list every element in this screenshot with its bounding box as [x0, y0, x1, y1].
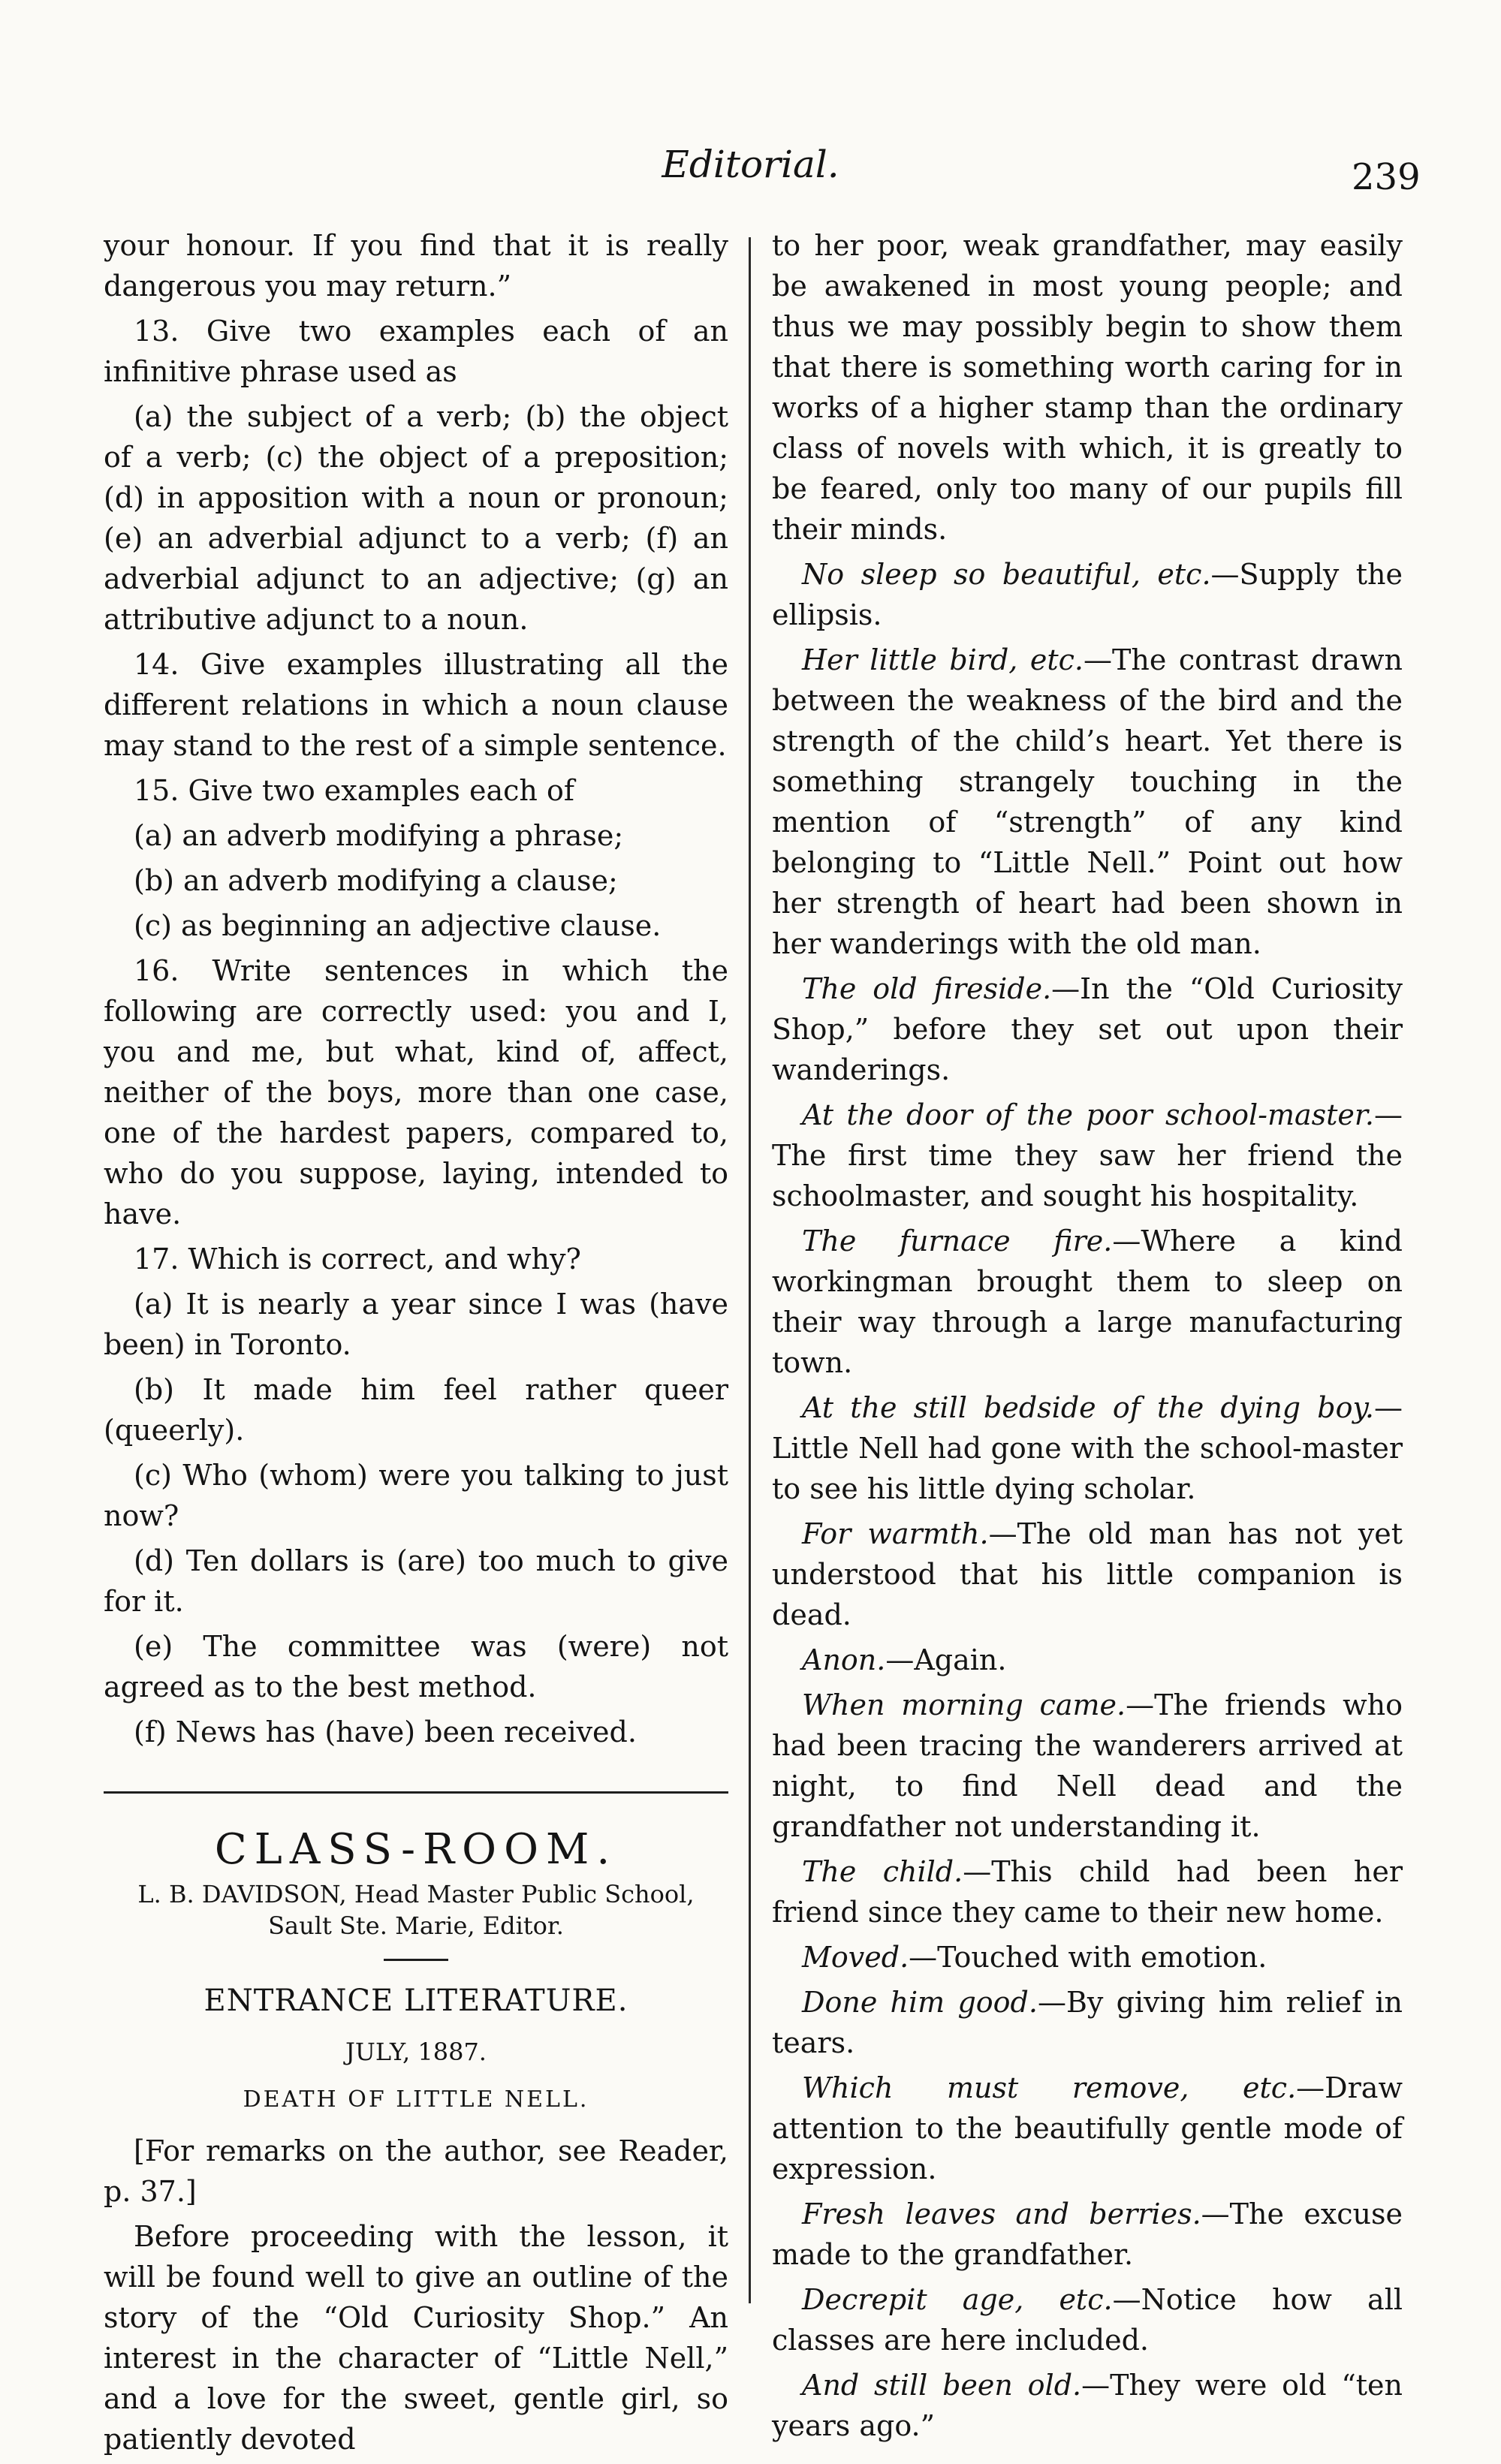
- note-text: —The old man has not yet understood that his little companion is dead.: [772, 1517, 1403, 1631]
- note-text: —The first time they saw her friend the schoolmaster, and sought his hospitality.: [772, 1098, 1403, 1212]
- paragraph: your honour. If you find that it is really dangerous you may return.”: [104, 229, 728, 303]
- note-term: Moved.: [802, 1941, 909, 1974]
- question-17-d: (d) Ten dollars is (are) too much to give for it.: [104, 1544, 728, 1618]
- note-text: —The contrast drawn between the weakness of the bird and the strength of the child’s heart. Yet there is something strangely touching in the mention of “strength” of any kind belonging to “Little Nell.” Point out how her strength of heart had been shown in her wanderings with the old man.: [772, 643, 1403, 960]
- question-13-parts: (a) the subject of a verb; (b) the object of a verb; (c) the object of a preposition; (d) in apposition with a noun or pronoun; (e) an adverbial adjunct to a verb; (f) an adverbial adjunct to an adjective; (g) an attributive adjunct to a noun.: [104, 400, 728, 636]
- note-text: —By giving him relief in tears.: [772, 1986, 1403, 2059]
- editor-line: L. B. DAVIDSON, Head Master Public School,: [137, 1880, 695, 1908]
- question-14: 14. Give examples illustrating all the different relations in which a noun clause may stand to the rest of a simple sentence.: [104, 648, 728, 762]
- note-item: [772, 968, 1403, 1090]
- note-term: Fresh leaves and berries.: [802, 2197, 1201, 2231]
- note-item: [772, 1095, 1403, 1216]
- note-text: —Little Nell had gone with the school-master to see his little dying scholar.: [772, 1391, 1403, 1505]
- editor-line-2: Sault Ste. Marie, Editor.: [268, 1911, 564, 1940]
- note-term: And still been old.: [802, 2369, 1082, 2402]
- question-17-a: (a) It is nearly a year since I was (have been) in Toronto.: [104, 1288, 728, 1361]
- note-term: Which must remove, etc.: [802, 2071, 1297, 2104]
- note-item: [772, 1937, 1403, 1978]
- note-item: [772, 2365, 1403, 2446]
- intro-paragraph: Before proceeding with the lesson, it will be found well to give an outline of the story of the “Old Curiosity Shop.” An interest in the character of “Little Nell,” and a love for the sweet, gentle girl, so patiently devoted: [104, 2220, 728, 2456]
- notes-list: [772, 554, 1403, 2446]
- note-text: —Notice how all classes are here included.: [772, 2283, 1403, 2357]
- left-column: [104, 225, 728, 2464]
- note-text: —In the “Old Curiosity Shop,” before they set out upon their wanderings.: [772, 972, 1403, 1086]
- note-text: —They were old “ten years ago.”: [772, 2369, 1403, 2442]
- note-item: [772, 2068, 1403, 2189]
- note-item: [772, 2194, 1403, 2275]
- right-column: [772, 225, 1403, 2450]
- note-item: [772, 640, 1403, 964]
- note-term: The old fireside.: [802, 972, 1052, 1005]
- question-16: 16. Write sentences in which the following are correctly used: you and I, you and me, but what, kind of, affect, neither of the boys, more than one case, one of the hardest papers, compared to, who do you suppose, laying, intended to have.: [104, 954, 728, 1230]
- story-title: DEATH OF LITTLE NELL.: [243, 2086, 589, 2113]
- note-text: —The excuse made to the grandfather.: [772, 2197, 1403, 2271]
- note-text: —The friends who had been tracing the wanderers arrived at night, to find Nell dead and the grandfather not understanding it.: [772, 1688, 1403, 1843]
- note-item: [772, 1221, 1403, 1383]
- note-text: —Touched with emotion.: [909, 1941, 1267, 1974]
- question-15-a: (a) an adverb modifying a phrase;: [134, 819, 624, 852]
- note-text: —Draw attention to the beautifully gentle mode of expression.: [772, 2071, 1403, 2185]
- note-item: [772, 1851, 1403, 1932]
- note-term: Done him good.: [802, 1986, 1038, 2019]
- page-header-title: Editorial.: [662, 143, 839, 186]
- section-title: CLASS-ROOM.: [214, 1825, 618, 1874]
- note-text: —Where a kind workingman brought them to sleep on their way through a large manufacturing town.: [772, 1224, 1403, 1379]
- question-15-c: (c) as beginning an adjective clause.: [134, 909, 662, 942]
- note-text: —This child had been her friend since they came to their new home.: [772, 1855, 1403, 1929]
- note-item: [772, 2279, 1403, 2360]
- note-text: —Supply the ellipsis.: [772, 558, 1403, 631]
- note-term: The furnace fire.: [802, 1224, 1113, 1258]
- question-13: 13. Give two examples each of an infinitive phrase used as: [104, 315, 728, 388]
- note-term: At the still bedside of the dying boy.: [802, 1391, 1374, 1424]
- note-term: No sleep so beautiful, etc.: [802, 558, 1211, 591]
- note-term: For warmth.: [802, 1517, 989, 1550]
- question-15: 15. Give two examples each of: [134, 774, 574, 807]
- note-term: Her little bird, etc.: [802, 643, 1084, 676]
- question-17-e: (e) The committee was (were) not agreed as to the best method.: [104, 1630, 728, 1703]
- remarks-paragraph: [For remarks on the author, see Reader, p. 37.]: [104, 2134, 728, 2208]
- note-item: [772, 554, 1403, 635]
- note-item: [772, 1685, 1403, 1847]
- note-term: When morning came.: [802, 1688, 1126, 1721]
- note-item: [772, 1387, 1403, 1509]
- page-number: 239: [1352, 156, 1421, 198]
- note-item: [772, 1514, 1403, 1635]
- note-text: —Again.: [885, 1643, 1007, 1676]
- note-item: [772, 1982, 1403, 2063]
- note-term: At the door of the poor school-master.: [802, 1098, 1374, 1131]
- question-17-f: (f) News has (have) been received.: [134, 1715, 637, 1749]
- question-17-c: (c) Who (whom) were you talking to just now?: [104, 1459, 728, 1532]
- question-15-b: (b) an adverb modifying a clause;: [134, 864, 618, 897]
- note-term: The child.: [802, 1855, 963, 1888]
- note-term: Decrepit age, etc.: [802, 2283, 1113, 2316]
- section-divider: [104, 1791, 728, 1794]
- date-line: JULY, 1887.: [345, 2038, 487, 2066]
- question-17: 17. Which is correct, and why?: [134, 1243, 581, 1276]
- sub-title: ENTRANCE LITERATURE.: [203, 1984, 628, 2018]
- column-divider: [749, 237, 751, 2303]
- question-17-b: (b) It made him feel rather queer (queerly).: [104, 1373, 728, 1447]
- paragraph: to her poor, weak grandfather, may easily be awakened in most young people; and thus we may possibly begin to show them that there is something worth caring for in works of a higher stamp than the ordinary class of novels with which, it is greatly to be feared, only too many of our pupils fill their minds.: [772, 229, 1403, 546]
- note-item: [772, 1640, 1403, 1680]
- short-divider: [384, 1959, 448, 1961]
- note-term: Anon.: [802, 1643, 886, 1676]
